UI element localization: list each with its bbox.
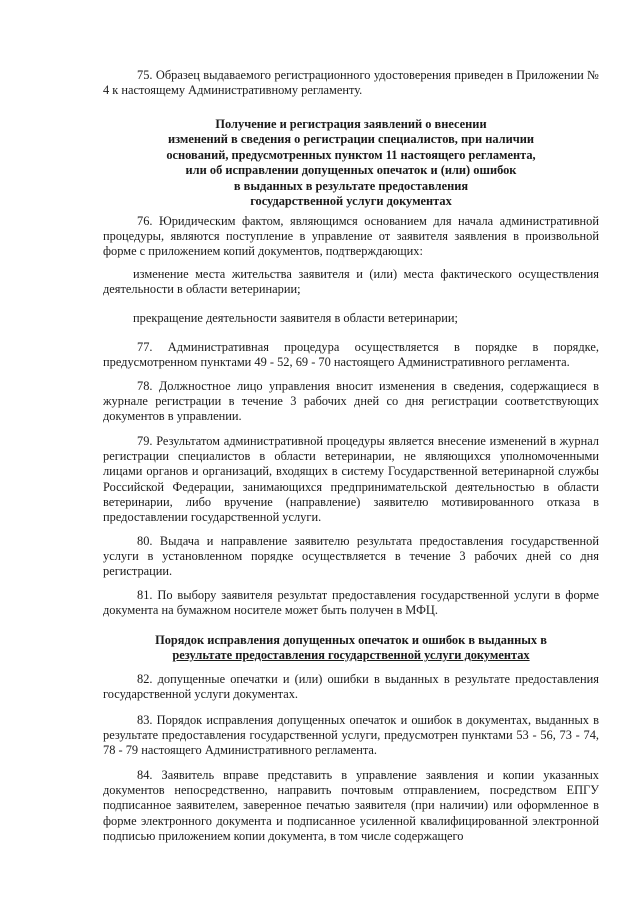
- section-heading-corrections: [103, 633, 599, 664]
- heading-line: Получение и регистрация заявлений о внесении: [215, 117, 487, 131]
- heading-line: результате предоставления государственной услуги документах: [172, 648, 530, 663]
- paragraph-81: 81. По выбору заявителя результат предоставления государственной услуги в форме документа на бумажном носителе может быть получен в МФЦ.: [103, 588, 599, 618]
- heading-line: оснований, предусмотренных пунктом 11 настоящего регламента,: [166, 147, 536, 162]
- paragraph-78: 78. Должностное лицо управления вносит изменения в сведения, содержащиеся в журнале регистрации в течение 3 рабочих дней со дня регистрации соответствующих документов в управлении.: [103, 379, 599, 424]
- heading-line: государственной услуги документах: [250, 194, 452, 209]
- paragraph-76: 76. Юридическим фактом, являющимся основанием для начала административной процедуры, являются поступление в управление от заявителя заявления в произвольной форме с приложением копий документов, подтверждающих:: [103, 214, 599, 259]
- paragraph-83: 83. Порядок исправления допущенных опечаток и ошибок в документах, выданных в результате предоставления государственной услуги, предусмотрен пунктами 53 - 56, 73 - 74, 78 - 79 настоящего Административного регламента.: [103, 713, 599, 758]
- section-heading-changes: [103, 117, 599, 209]
- paragraph-76-item-b: прекращение деятельности заявителя в области ветеринарии;: [133, 311, 458, 325]
- paragraph-82: 82. допущенные опечатки и (или) ошибки в выданных в результате предоставления государственной услуги документах.: [103, 672, 599, 702]
- heading-line: Порядок исправления допущенных опечаток и ошибок в выданных в: [155, 633, 547, 647]
- paragraph-76-item-a: изменение места жительства заявителя и (или) места фактического осуществления деятельности в области ветеринарии;: [103, 267, 599, 297]
- heading-line: или об исправлении допущенных опечаток и (или) ошибок: [185, 163, 517, 178]
- paragraph-84: 84. Заявитель вправе представить в управление заявления и копии указанных документов непосредственно, направить почтовым отправлением, посредством ЕПГУ подписанное заявителем, заверенное печатью заявителя (при наличии) или оформленное в форме электронного документа и подписанное усиленной квалифицированной электронной подписью приложением копии документа, в том числе содержащего: [103, 768, 599, 843]
- heading-line: в выданных в результате предоставления: [233, 178, 469, 193]
- heading-line: изменений в сведения о регистрации специалистов, при наличии: [167, 132, 535, 147]
- paragraph-80: 80. Выдача и направление заявителю результата предоставления государственной услуги в установленном порядке осуществляется в течение 3 рабочих дней со дня регистрации.: [103, 534, 599, 579]
- paragraph-77: 77. Административная процедура осуществляется в порядке в порядке, предусмотренном пунктами 49 - 52, 69 - 70 настоящего Административного регламента.: [103, 340, 599, 370]
- paragraph-79: 79. Результатом административной процедуры является внесение изменений в журнал регистрации специалистов в области ветеринарии, не являющихся уполномоченными лицами органов и организаций, входящих в систему Государственной ветеринарной службы Российской Федерации, занимающихся предпринимательской деятельностью в области ветеринарии, либо вручение (направление) заявителю мотивированного отказа в предоставлении государственной услуги.: [103, 434, 599, 525]
- paragraph-75: 75. Образец выдаваемого регистрационного удостоверения приведен в Приложении № 4 к настоящему Административному регламенту.: [103, 68, 599, 98]
